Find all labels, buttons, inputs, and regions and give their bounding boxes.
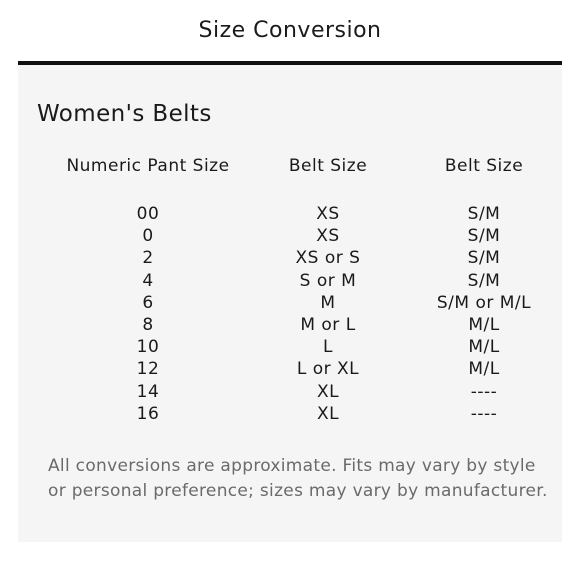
belt-size-cell: M or L — [300, 315, 356, 336]
table-row — [58, 247, 550, 269]
column-header-pant-size: Numeric Pant Size — [66, 156, 230, 176]
belt-size-cell: S or M — [299, 270, 357, 291]
pant-size-cell: 10 — [136, 337, 160, 358]
table-row — [58, 358, 550, 380]
table-row — [58, 336, 550, 358]
belt-size-alt-cell: ---- — [470, 381, 498, 402]
table-row — [58, 381, 550, 403]
modal-header — [0, 0, 580, 62]
belt-size-cell: L or XL — [296, 359, 360, 380]
pant-size-cell: 0 — [142, 226, 154, 247]
belt-size-alt-cell: S/M or M/L — [436, 292, 532, 313]
modal-title: Size Conversion — [198, 18, 382, 43]
table-row — [58, 403, 550, 425]
column-header-belt-size-alt: Belt Size — [444, 156, 524, 176]
table-row — [58, 225, 550, 247]
belt-size-alt-cell: S/M — [467, 248, 501, 269]
belt-size-alt-cell: M/L — [468, 337, 500, 358]
table-row — [58, 292, 550, 314]
belt-size-alt-cell: M/L — [468, 315, 500, 336]
table-row — [58, 203, 550, 225]
pant-size-cell: 12 — [136, 359, 160, 380]
belt-size-cell: L — [323, 337, 333, 358]
belt-size-cell: XS — [316, 204, 340, 224]
belt-size-cell: XS — [316, 226, 340, 247]
column-header-belt-size: Belt Size — [288, 156, 368, 176]
belt-size-cell: XS or S — [295, 248, 361, 269]
size-table — [58, 155, 550, 425]
pant-size-cell: 4 — [142, 270, 154, 291]
pant-size-cell: 14 — [136, 381, 160, 402]
pant-size-cell: 00 — [136, 204, 160, 224]
belt-size-alt-cell: S/M — [467, 270, 501, 291]
belt-size-alt-cell: S/M — [467, 226, 501, 247]
table-row — [58, 314, 550, 336]
belt-size-alt-cell: M/L — [468, 359, 500, 380]
pant-size-cell: 2 — [142, 248, 154, 269]
disclaimer-text: All conversions are approximate. Fits may vary by style or personal preference; sizes may vary by manufacturer. — [48, 456, 548, 501]
belt-size-cell: XL — [316, 403, 340, 424]
table-header-row — [58, 155, 550, 177]
pant-size-cell: 16 — [136, 403, 160, 424]
belt-size-cell: M — [320, 292, 336, 313]
pant-size-cell: 8 — [142, 315, 154, 336]
table-spacer — [58, 177, 550, 203]
belt-size-cell: XL — [316, 381, 340, 402]
pant-size-cell: 6 — [142, 292, 154, 313]
belt-size-alt-cell: S/M — [467, 204, 501, 224]
table-row — [58, 270, 550, 292]
belt-size-alt-cell: ---- — [470, 403, 498, 424]
section-title: Women's Belts — [37, 101, 212, 127]
size-chart-panel — [18, 65, 562, 542]
